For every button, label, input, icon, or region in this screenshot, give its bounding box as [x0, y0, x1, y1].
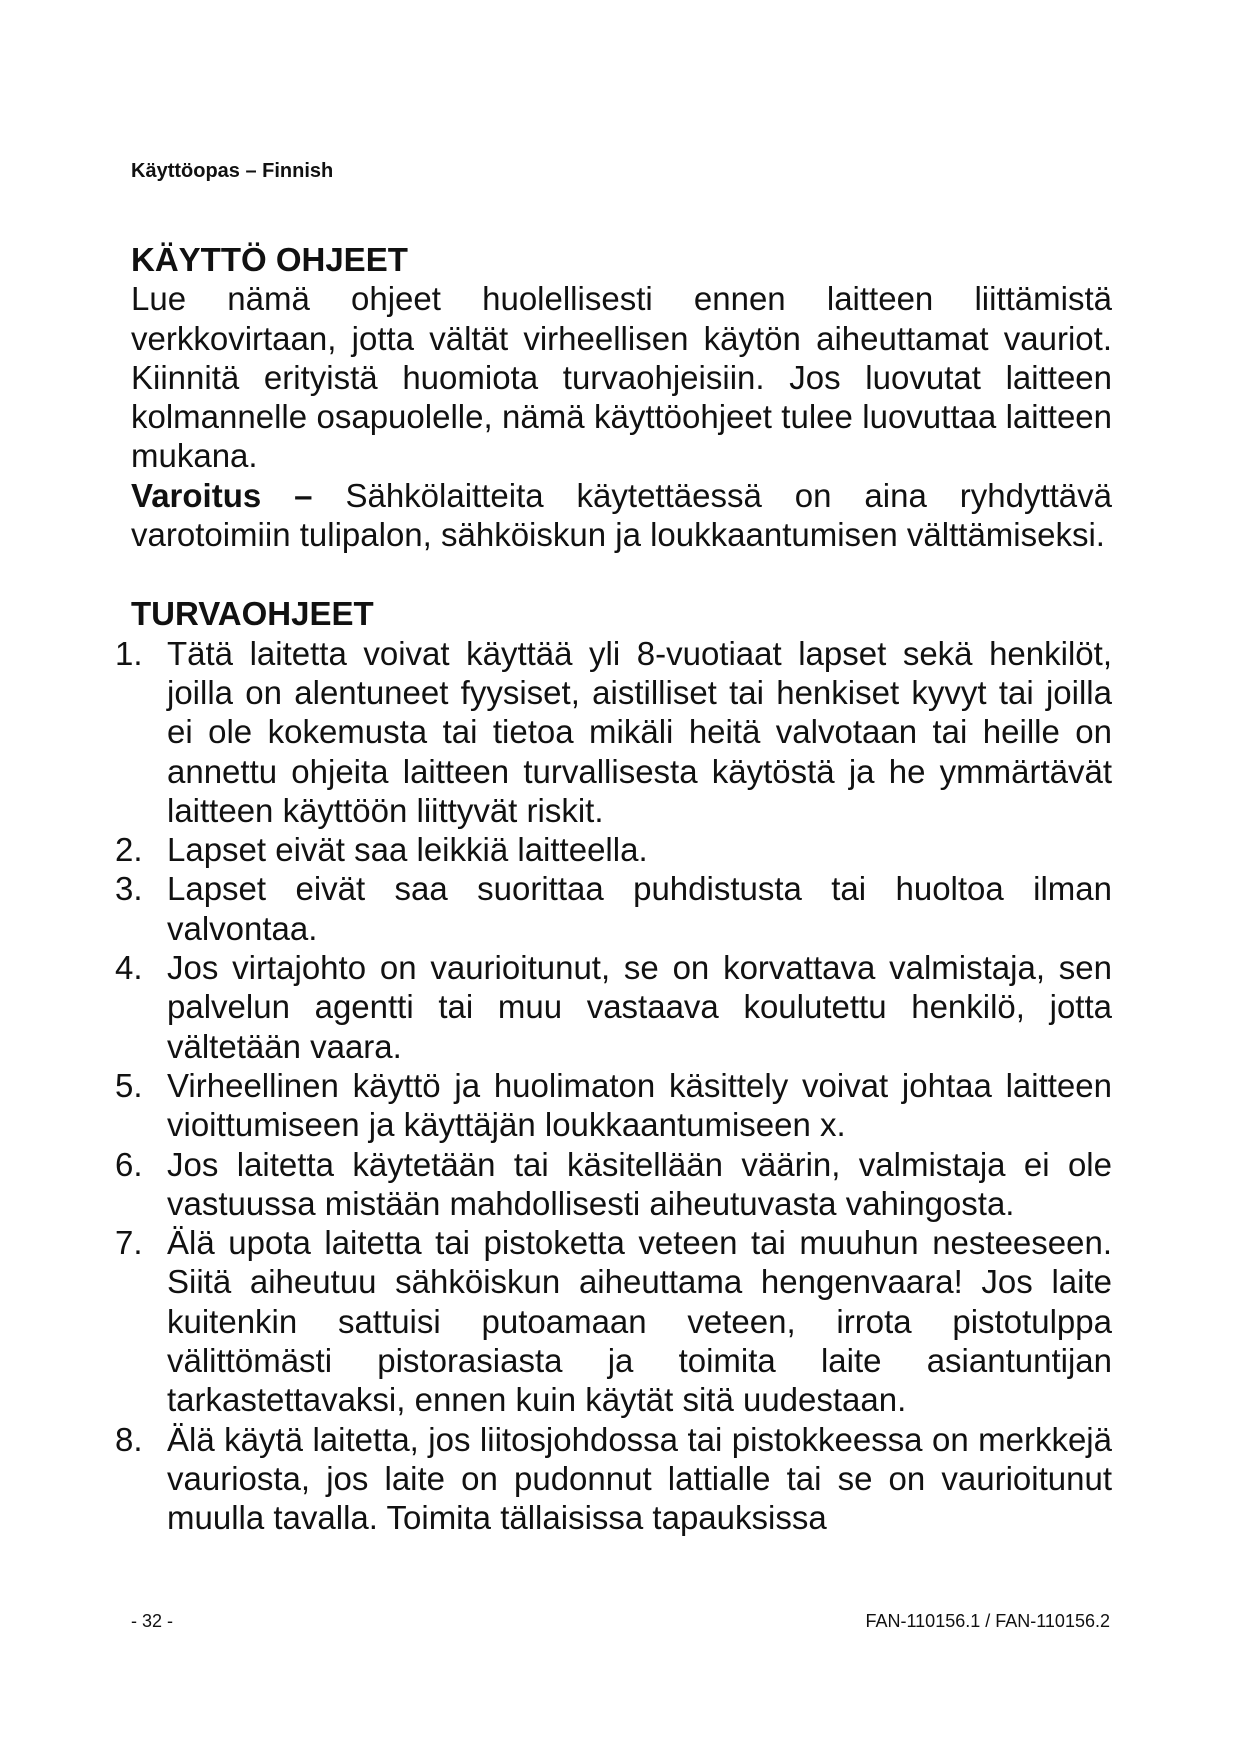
item-number: 2.	[115, 831, 143, 869]
instructions-heading: KÄYTTÖ OHJEET	[131, 241, 408, 278]
list-item	[115, 869, 1112, 948]
item-number: 1.	[115, 634, 143, 672]
item-number: 6.	[115, 1145, 143, 1183]
item-text: Lapset eivät saa suorittaa puhdistusta tai huoltoa ilman valvontaa.	[167, 870, 1112, 947]
list-item	[115, 1145, 1112, 1224]
item-number: 8.	[115, 1420, 143, 1458]
instructions-paragraph: Lue nämä ohjeet huolellisesti ennen laitteen liittämistä verkkovirtaan, jotta vältät virheellisen käytön aiheuttamat vauriot. Kiinnitä erityistä huomiota turvaohjeisiin. Jos luovutat laitteen kolmannelle osapuolelle, nämä käyttöohjeet tulee luovuttaa laitteen mukana.	[131, 280, 1112, 475]
warning-paragraph	[131, 476, 1112, 555]
warning-text: Sähkölaitteita käytettäessä on aina ryhdyttävä varotoimiin tulipalon, sähköiskun ja loukkaantumisen välttämiseksi.	[131, 476, 1112, 554]
safety-list	[115, 634, 1112, 1538]
list-item	[115, 948, 1112, 1066]
item-number: 7.	[115, 1224, 143, 1262]
page-number: - 32 -	[131, 1611, 174, 1631]
item-text: Jos virtajohto on vaurioitunut, se on korvattava valmistaja, sen palvelun agentti tai muu vastaava koulutettu henkilö, jotta vältetään vaara.	[167, 949, 1112, 1065]
manual-language-label: Käyttöopas – Finnish	[131, 160, 334, 182]
safety-heading: TURVAOHJEET	[131, 595, 374, 633]
item-text: Älä käytä laitetta, jos liitosjohdossa tai pistokkeessa on merkkejä vauriosta, jos laite on pudonnut lattialle tai se on vaurioitunut muulla tavalla. Toimita tällaisissa tapauksissa	[167, 1420, 1112, 1537]
item-number: 5.	[115, 1066, 143, 1104]
item-text: Jos laitetta käytetään tai käsitellään väärin, valmistaja ei ole vastuussa mistään mahdollisesti aiheutuvasta vahingosta.	[167, 1145, 1112, 1222]
item-text: Virheellinen käyttö ja huolimaton käsittely voivat johtaa laitteen vioittumiseen ja käyttäjän loukkaantumiseen x.	[167, 1066, 1112, 1144]
list-item	[115, 1223, 1112, 1419]
item-text: Älä upota laitetta tai pistoketta veteen tai muuhun nesteeseen. Siitä aiheutuu sähköiskun aiheuttama hengenvaara! Jos laite kuitenkin sattuisi putoamaan veteen, irrota pistotulppa välittömästi pistorasiasta ja toimita laite asiantuntijan tarkastettavaksi, ennen kuin käytät sitä uudestaan.	[167, 1224, 1112, 1419]
item-text: Tätä laitetta voivat käyttää yli 8-vuotiaat lapset sekä henkilöt, joilla on alentuneet fyysiset, aistilliset tai henkiset kyvyt tai joilla ei ole kokemusta tai tietoa mikäli heitä valvotaan tai heille on annettu ohjeita laitteen turvallisesta käytöstä ja he ymmärtävät laitteen käyttöön liittyvät riskit.	[167, 634, 1112, 829]
list-item	[115, 1066, 1112, 1145]
model-number: FAN-110156.1 / FAN-110156.2	[865, 1611, 1110, 1631]
item-number: 3.	[115, 870, 143, 908]
list-item	[115, 634, 1112, 830]
item-number: 4.	[115, 949, 143, 987]
item-text: Lapset eivät saa leikkiä laitteella.	[167, 831, 648, 869]
list-item	[115, 830, 1112, 869]
document-body	[115, 240, 1112, 1538]
list-item	[115, 1420, 1112, 1538]
warning-label: Varoitus –	[131, 476, 313, 514]
